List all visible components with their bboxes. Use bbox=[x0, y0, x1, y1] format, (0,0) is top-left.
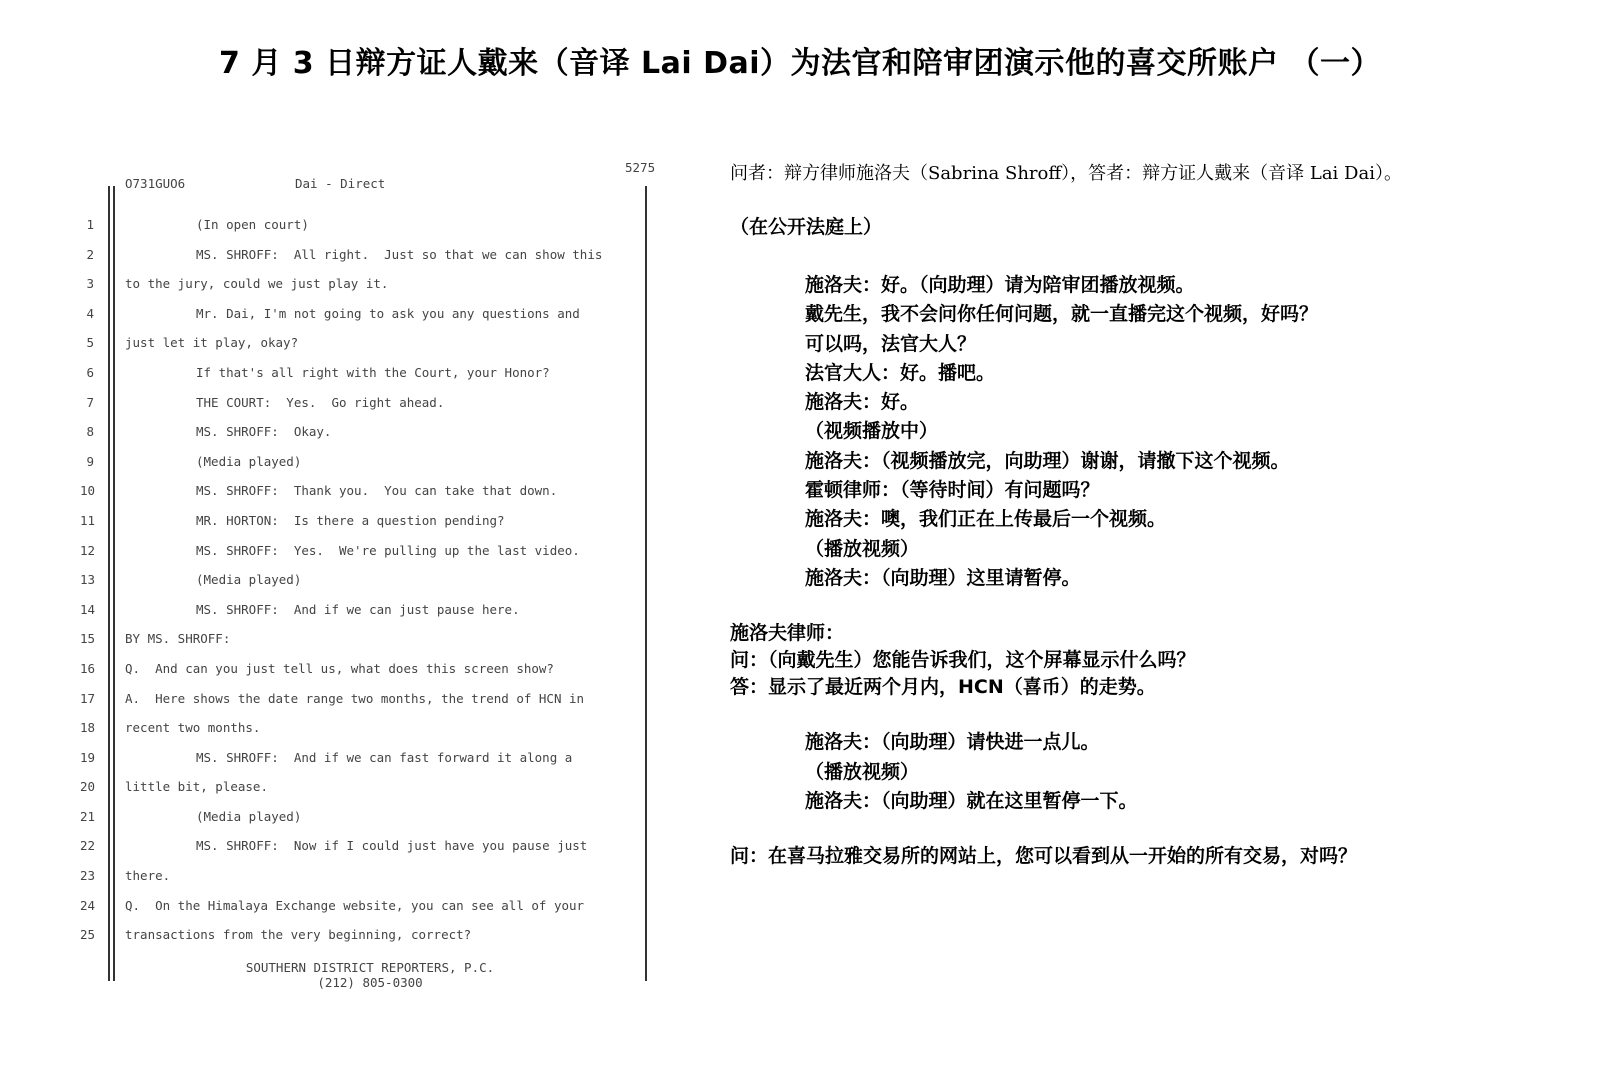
line-number: 8 bbox=[86, 424, 94, 440]
line-number: 1 bbox=[86, 217, 94, 232]
line-text: If that's all right with the Court, your Honor? bbox=[196, 364, 550, 380]
line-number: 16 bbox=[80, 660, 96, 676]
line-number: 12 bbox=[80, 542, 96, 558]
line-number: 19 bbox=[80, 749, 96, 765]
line-text: A. Here shows the date range two months, the trend of HCN in bbox=[125, 690, 585, 706]
translation-intro: 问者：辩方律师施洛夫（Sabrina Shroff），答者：辩方证人戴来（音译 Lai Dai）。 bbox=[730, 163, 1402, 184]
transcript-line bbox=[80, 713, 640, 743]
transcript-line bbox=[80, 891, 640, 921]
translation-line: 答：显示了最近两个月内，HCN（喜币）的走势。 bbox=[730, 676, 1156, 699]
line-text: MR. HORTON: Is there a question pending? bbox=[196, 512, 505, 528]
translation-line: 施洛夫：（向助理）请快进一点儿。 bbox=[805, 731, 1100, 754]
transcript-line bbox=[80, 210, 640, 240]
translation-court-open: （在公开法庭上） bbox=[730, 216, 883, 238]
transcript-line bbox=[80, 536, 640, 566]
line-number: 15 bbox=[80, 631, 96, 647]
transcript-header bbox=[125, 176, 385, 191]
transcript-line bbox=[80, 447, 640, 477]
transcript-line bbox=[80, 269, 640, 299]
transcript-line bbox=[80, 802, 640, 832]
line-number: 13 bbox=[80, 572, 96, 588]
translation-line: 施洛夫：好。 bbox=[805, 391, 920, 414]
line-number: 2 bbox=[86, 246, 94, 262]
transcript-line bbox=[80, 328, 640, 358]
translation-line: 施洛夫：好。（向助理）请为陪审团播放视频。 bbox=[805, 274, 1195, 296]
transcript-line bbox=[80, 684, 640, 714]
transcript-line bbox=[80, 743, 640, 773]
line-number: 18 bbox=[80, 720, 96, 736]
line-number: 6 bbox=[86, 364, 94, 380]
translation-line: 施洛夫：（向助理）这里请暂停。 bbox=[805, 566, 1081, 589]
transcript-line bbox=[80, 654, 640, 684]
line-text: Mr. Dai, I'm not going to ask you any questions and bbox=[196, 305, 580, 321]
line-number: 21 bbox=[80, 808, 96, 824]
transcript-page-number: 5275 bbox=[625, 160, 656, 175]
transcript-line bbox=[80, 506, 640, 536]
transcript-line bbox=[80, 240, 640, 270]
translation-block-2 bbox=[730, 620, 1550, 701]
transcript-line bbox=[80, 861, 640, 891]
line-text: (Media played) bbox=[196, 453, 302, 469]
transcript-page bbox=[80, 150, 670, 1020]
line-text: little bit, please. bbox=[125, 779, 268, 795]
translation-final-question: 问：在喜马拉雅交易所的网站上，您可以看到从一开始的所有交易，对吗？ bbox=[730, 845, 1358, 868]
transcript-line bbox=[80, 565, 640, 595]
transcript-line bbox=[80, 831, 640, 861]
translation-line: 施洛夫：噢，我们正在上传最后一个视频。 bbox=[805, 508, 1167, 531]
translation-line: 施洛夫律师： bbox=[730, 622, 845, 645]
line-number: 7 bbox=[86, 394, 94, 410]
reporter-phone: (212) 805-0300 bbox=[317, 975, 423, 990]
line-number: 14 bbox=[80, 601, 96, 617]
line-text: MS. SHROFF: Now if I could just have you pause just bbox=[196, 838, 588, 854]
reporter-name: SOUTHERN DISTRICT REPORTERS, P.C. bbox=[245, 960, 495, 975]
line-text: MS. SHROFF: And if we can just pause here. bbox=[196, 601, 520, 617]
line-text: THE COURT: Yes. Go right ahead. bbox=[196, 394, 445, 410]
line-text: (Media played) bbox=[196, 808, 302, 824]
translation-line: 施洛夫：（视频播放完，向助理）谢谢，请撤下这个视频。 bbox=[805, 449, 1290, 472]
transcript-line bbox=[80, 624, 640, 654]
line-text: MS. SHROFF: And if we can fast forward it along a bbox=[196, 749, 573, 765]
line-number: 5 bbox=[86, 335, 94, 351]
transcript-line bbox=[80, 417, 640, 447]
line-number: 20 bbox=[80, 779, 96, 795]
line-text: Q. And can you just tell us, what does this screen show? bbox=[125, 660, 554, 676]
translation-line: 施洛夫：（向助理）就在这里暂停一下。 bbox=[805, 789, 1138, 812]
transcript-line bbox=[80, 358, 640, 388]
line-number: 9 bbox=[86, 453, 94, 469]
section-label: Dai - Direct bbox=[295, 176, 386, 191]
translation-line: （视频播放中） bbox=[805, 420, 939, 443]
transcript-line bbox=[80, 299, 640, 329]
line-text: MS. SHROFF: Okay. bbox=[196, 424, 332, 440]
line-number: 3 bbox=[86, 276, 94, 292]
line-text: MS. SHROFF: Thank you. You can take that down. bbox=[196, 483, 558, 499]
reporter-footer bbox=[80, 960, 660, 990]
line-number: 11 bbox=[80, 512, 96, 528]
translation-line: （播放视频） bbox=[805, 760, 920, 783]
transcript-line bbox=[80, 476, 640, 506]
translation-line: 戴先生，我不会问你任何问题，就一直播完这个视频，好吗？ bbox=[805, 303, 1319, 326]
line-number: 4 bbox=[86, 305, 94, 321]
line-text: just let it play, okay? bbox=[125, 335, 299, 351]
translation-block-1 bbox=[730, 271, 1550, 593]
line-text: there. bbox=[125, 868, 171, 884]
translation-line: （播放视频） bbox=[805, 537, 920, 560]
translation-block-3 bbox=[730, 728, 1550, 816]
transcript-lines bbox=[80, 210, 640, 950]
transcript-line bbox=[80, 920, 640, 950]
line-text: Q. On the Himalaya Exchange website, you can see all of your bbox=[125, 897, 585, 913]
translation-line: 霍顿律师：（等待时间）有问题吗？ bbox=[805, 479, 1100, 502]
transcript-line bbox=[80, 595, 640, 625]
line-text: recent two months. bbox=[125, 720, 261, 736]
line-number: 22 bbox=[80, 838, 96, 854]
margin-rule-right bbox=[645, 186, 647, 981]
line-number: 10 bbox=[80, 483, 96, 499]
line-text: (In open court) bbox=[196, 217, 309, 232]
translation-line: 问：（向戴先生）您能告诉我们，这个屏幕显示什么吗？ bbox=[730, 649, 1196, 672]
line-text: transactions from the very beginning, correct? bbox=[125, 927, 472, 943]
case-id: O731GUO6 bbox=[125, 176, 186, 191]
line-number: 25 bbox=[80, 927, 96, 943]
line-number: 17 bbox=[80, 690, 96, 706]
line-text: (Media played) bbox=[196, 572, 302, 588]
transcript-line bbox=[80, 772, 640, 802]
translation-line: 法官大人：好。播吧。 bbox=[805, 361, 996, 384]
line-number: 23 bbox=[80, 868, 96, 884]
line-text: to the jury, could we just play it. bbox=[125, 276, 389, 292]
line-text: BY MS. SHROFF: bbox=[125, 631, 231, 647]
chinese-translation bbox=[730, 160, 1550, 870]
line-number: 24 bbox=[80, 897, 96, 913]
line-text: MS. SHROFF: Yes. We're pulling up the last video. bbox=[196, 542, 580, 558]
transcript-line bbox=[80, 388, 640, 418]
page-title: 7 月 3 日辩方证人戴来（音译 Lai Dai）为法官和陪审团演示他的喜交所账户 （一） bbox=[219, 46, 1381, 81]
translation-line: 可以吗，法官大人？ bbox=[805, 332, 977, 355]
line-text: MS. SHROFF: All right. Just so that we can show this bbox=[196, 246, 603, 262]
